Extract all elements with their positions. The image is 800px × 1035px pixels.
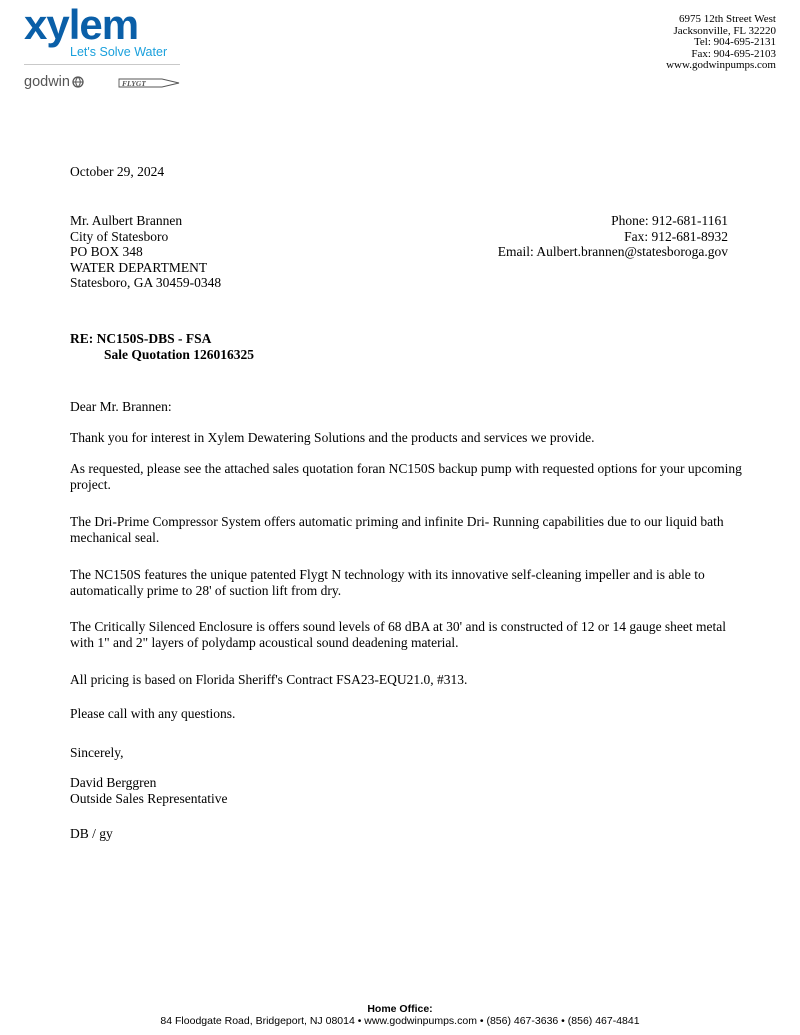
recipient-block	[70, 213, 221, 291]
xylem-logo: xylem	[24, 1, 139, 48]
recipient-name: Mr. Aulbert Brannen	[70, 213, 183, 228]
quotation-number: Sale Quotation 126016325	[104, 346, 255, 362]
paragraph-7: Please call with any questions.	[70, 706, 236, 721]
flygt-logo	[118, 76, 180, 95]
signature-block	[70, 775, 750, 806]
address-city: Jacksonville, FL 32220	[673, 24, 776, 37]
footer	[0, 1003, 800, 1027]
signer-title: Outside Sales Representative	[70, 790, 228, 806]
address-fax: Fax: 904-695-2103	[691, 47, 776, 60]
address-website[interactable]: www.godwinpumps.com	[666, 59, 776, 71]
contact-phone: Phone: 912-681-1161	[611, 213, 728, 228]
recipient-city: Statesboro, GA 30459-0348	[70, 275, 222, 290]
home-office-label: Home Office:	[367, 1003, 433, 1015]
paragraph-1: Thank you for interest in Xylem Dewatering Solutions and the products and services we provide.	[70, 430, 595, 445]
logo-divider	[24, 64, 180, 65]
company-address	[666, 14, 776, 72]
paragraph-3: The Dri-Prime Compressor System offers automatic priming and infinite Dri- Running capabilities due to our liquid bath mechanical seal.	[70, 514, 724, 545]
letter-date: October 29, 2024	[70, 164, 165, 179]
subject-line: RE: NC150S-DBS - FSA	[70, 331, 212, 346]
paragraph-5: The Critically Silenced Enclosure is offers sound levels of 68 dBA at 30' and is constructed of 12 or 14 gauge sheet metal with 1" and 2" layers of polydamp acoustical sound deadening material.	[70, 619, 727, 650]
recipient-org: City of Statesboro	[70, 228, 169, 244]
signer-name: David Berggren	[70, 775, 157, 790]
paragraph-4: The NC150S features the unique patented Flygt N technology with its innovative self-cleaning impeller and is able to automatically prime to 28' of suction lift from dry.	[70, 567, 705, 598]
subject-block	[70, 331, 254, 362]
godwin-wordmark: godwin	[24, 74, 70, 90]
godwin-logo	[24, 72, 84, 92]
contact-email[interactable]: Email: Aulbert.brannen@statesboroga.gov	[497, 244, 728, 259]
closing: Sincerely,	[70, 745, 124, 760]
address-street: 6975 12th Street West	[679, 13, 776, 25]
recipient-department: WATER DEPARTMENT	[70, 259, 208, 275]
contact-fax: Fax: 912-681-8932	[624, 228, 728, 244]
xylem-tagline: Let's Solve Water	[70, 45, 168, 59]
godwin-globe-icon	[72, 76, 84, 88]
home-office-details: 84 Floodgate Road, Bridgeport, NJ 08014 • www.godwinpumps.com • (856) 467-3636 • (856) 467-4841	[160, 1015, 640, 1027]
recipient-contact	[498, 213, 728, 260]
flygt-wordmark: FLYGT	[122, 79, 146, 88]
address-tel: Tel: 904-695-2131	[693, 36, 776, 48]
salutation: Dear Mr. Brannen:	[70, 399, 172, 414]
initials: DB / gy	[70, 826, 113, 841]
paragraph-6: All pricing is based on Florida Sheriff's Contract FSA23-EQU21.0, #313.	[70, 672, 468, 687]
paragraph-2: As requested, please see the attached sales quotation foran NC150S backup pump with requested options for your upcoming project.	[70, 461, 742, 492]
recipient-pobox: PO BOX 348	[70, 244, 143, 259]
